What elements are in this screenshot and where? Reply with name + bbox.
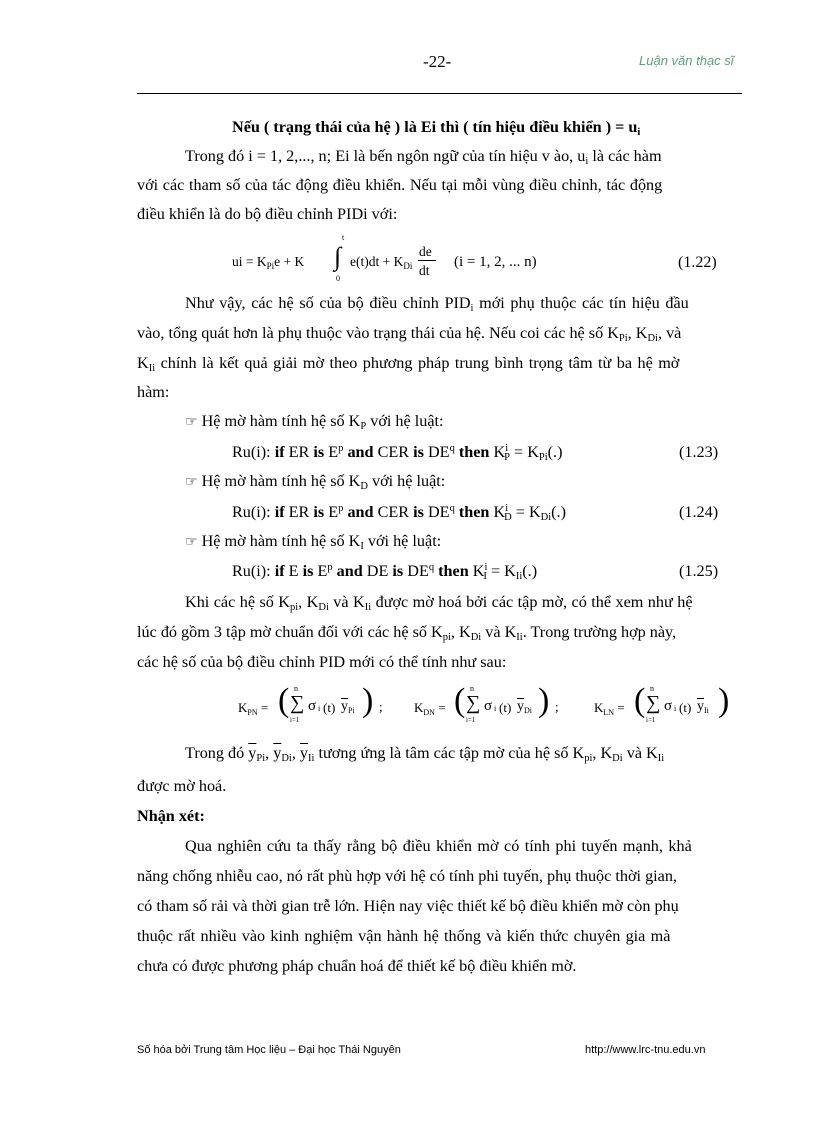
eq-number-1-24: (1.24) (679, 503, 719, 521)
para1-line3: điều khiển là do bộ điều chỉnh PIDi với: (137, 205, 398, 223)
header-rule (137, 93, 742, 94)
rule-heading: Nếu ( trạng thái của hệ ) là Ei thì ( tín hiệu điều khiển ) = $u_i$ (232, 118, 641, 138)
pointing-hand-icon: ☞ (185, 474, 198, 490)
pointing-hand-icon: ☞ (185, 414, 198, 430)
equation-1-22: ui = $K_{Pi}e + K$ ∫ t 0 $e(t)dt + K_{Di}$ de dt (i = 1, 2, ... n) (1.22) (232, 233, 717, 283)
rule-1-24: Ru(i): if ER is $E^p$ and CER is $DE^q$ then $K^i_D = K_{Di}(.)$ (232, 503, 566, 523)
remark-line: Qua nghiên cứu ta thấy rằng bộ điều khiển mờ có tính phi tuyến mạnh, khả (185, 837, 692, 855)
rule-1-25: Ru(i): if E is $E^p$ and DE is $DE^q$ then $K^i_I = K_{Ii}(.)$ (232, 562, 538, 582)
remark-title: Nhận xét: (137, 807, 205, 825)
rule-1-23: Ru(i): if ER is $E^p$ and CER is $DE^q$ then $K^i_P = K_{Pi}(.)$ (232, 443, 563, 463)
para2-line4: hàm: (137, 383, 170, 401)
pointing-hand-icon: ☞ (185, 534, 198, 550)
para1-line2: với các tham số của tác động điều khiển. Nếu tại mỗi vùng điều chỉnh, tác động (137, 176, 663, 194)
integral-sign: ∫ (334, 242, 342, 271)
bullet-kp: ☞ Hệ mờ hàm tính hệ số $K_P$ với hệ luật: (185, 412, 444, 432)
remark-line: thuộc rất nhiều vào kinh nghiệm vận hành hệ thống và kiến thức chuyên gia mà (137, 927, 671, 945)
footer-url[interactable]: http://www.lrc-tnu.edu.vn (585, 1044, 706, 1056)
running-title: Luận văn thạc sĩ (639, 53, 734, 68)
bullet-ki: ☞ Hệ mờ hàm tính hệ số $K_I$ với hệ luật: (185, 532, 442, 552)
para3-line2: lúc đó gồm 3 tập mờ chuẩn đối với các hệ số $K_{pi}$, $K_{Di}$ và $K_{Ii}$. Trong trường hợp này, (137, 623, 677, 643)
eq-number-1-25: (1.25) (679, 562, 719, 580)
para2-line2: vào, tổng quát hơn là phụ thuộc vào trạng thái của hệ. Nếu coi các hệ số $K_{Pi}$, $K_{Di}$, và (137, 324, 682, 344)
para2-line3: $K_{Ii}$ chính là kết quả giải mờ theo phương pháp trung bình trọng tâm từ ba hệ mờ (137, 354, 680, 374)
para4-line2: được mờ hoá. (137, 777, 227, 795)
formula-row: $K_{PN}$ = ( n ∑ i=1 σ i (t) $\overline{y}$ Pi ) ; $K_{DN}$ = ( n ∑ i=1 σ i (t) $\overline{y}$ Di ) ; $K_{LN}$ = ( n ∑ i=1 σ i (t) $\overline{y}$ Ii ) (238, 682, 730, 724)
sum-symbol: ∑ (646, 692, 661, 714)
para1-line1: Trong đó i = 1, 2,..., n; Ei là bến ngôn ngữ của tín hiệu v ào, $u_i$ là các hàm (185, 147, 662, 167)
remark-line: năng chống nhiễu cao, nó rất phù hợp với hệ có tính phi tuyến, phụ thuộc thời gian, (137, 867, 677, 885)
remark-line: chưa có được phương pháp chuẩn hoá để thiết kế bộ điều khiển mờ. (137, 957, 577, 975)
para2-line1: Như vậy, các hệ số của bộ điều chỉnh $PID_i$ mới phụ thuộc các tín hiệu đầu (185, 294, 689, 314)
remark-line: có tham số rải và thời gian trễ lớn. Hiện nay việc thiết kế bộ điều khiển mờ còn phụ (137, 897, 679, 915)
para4-line1: Trong đó $\overline{y}_{Pi}$, $\overline{y}_{Di}$, $\overline{y}_{Ii}$ tương ứng là tâm các tập mờ của hệ số $K_{pi}$, $K_{Di}$ và $K_{Ii}$ (185, 744, 665, 764)
bullet-kd: ☞ Hệ mờ hàm tính hệ số $K_D$ với hệ luật: (185, 472, 446, 492)
para3-line1: Khi các hệ số $K_{pi}$, $K_{Di}$ và $K_{Ii}$ được mờ hoá bởi các tập mờ, có thể xem như hệ (185, 593, 693, 613)
sum-symbol: ∑ (466, 692, 481, 714)
page-number: -22- (423, 52, 452, 71)
para3-line3: các hệ số của bộ điều chỉnh PID mới có thể tính như sau: (137, 653, 507, 671)
sum-symbol: ∑ (290, 692, 305, 714)
footer-source: Số hóa bởi Trung tâm Học liệu – Đại học Thái Nguyên (137, 1044, 401, 1056)
eq-number-1-23: (1.23) (679, 443, 719, 461)
